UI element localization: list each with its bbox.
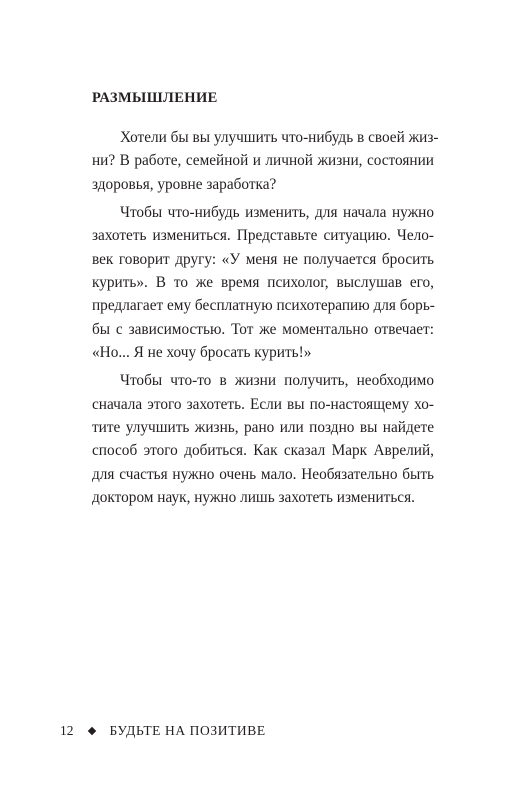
text-line: Чтобы что-то в жизни получить, необходимо <box>120 372 434 390</box>
paragraph <box>92 369 434 509</box>
page-footer <box>60 723 266 739</box>
text-line: «Но... Я не хочу бросать курить!» <box>92 344 312 362</box>
text-line: доктором наук, нужно лишь захотеть измениться. <box>92 489 415 507</box>
page-number: 12 <box>60 723 74 738</box>
body-text <box>92 126 439 514</box>
text-line: тите улучшить жизнь, рано или поздно вы найдете <box>92 419 434 437</box>
text-line: курить». В то же время психолог, выслушав его, <box>92 274 434 292</box>
text-line: ни? В работе, семейной и личной жизни, состоянии <box>92 152 434 170</box>
text-line: сначала этого захотеть. Если вы по-настоящему хо- <box>92 395 434 413</box>
text-line: способ этого добиться. Как сказал Марк Аврелий, <box>92 442 434 460</box>
section-heading: РАЗМЫШЛЕНИЕ <box>92 90 218 106</box>
running-title: БУДЬТЕ НА ПОЗИТИВЕ <box>109 723 266 738</box>
text-line: Чтобы что-нибудь изменить, для начала нужно <box>120 203 434 221</box>
diamond-icon <box>87 727 95 735</box>
paragraph <box>92 201 434 365</box>
text-line: Хотели бы вы улучшить что-нибудь в своей жиз- <box>120 129 439 146</box>
text-line: для счастья нужно очень мало. Необязательно быть <box>92 465 434 483</box>
text-line: предлагает ему бесплатную психотерапию для борь- <box>92 297 435 315</box>
text-line: бы с зависимостью. Тот же моментально отвечает: <box>92 320 434 338</box>
text-line: захотеть измениться. Представьте ситуацию. Чело- <box>92 227 434 245</box>
text-line: здоровья, уровне заработка? <box>92 175 277 193</box>
text-line: век говорит другу: «У меня не получается бросить <box>92 250 434 268</box>
paragraph <box>92 126 439 196</box>
